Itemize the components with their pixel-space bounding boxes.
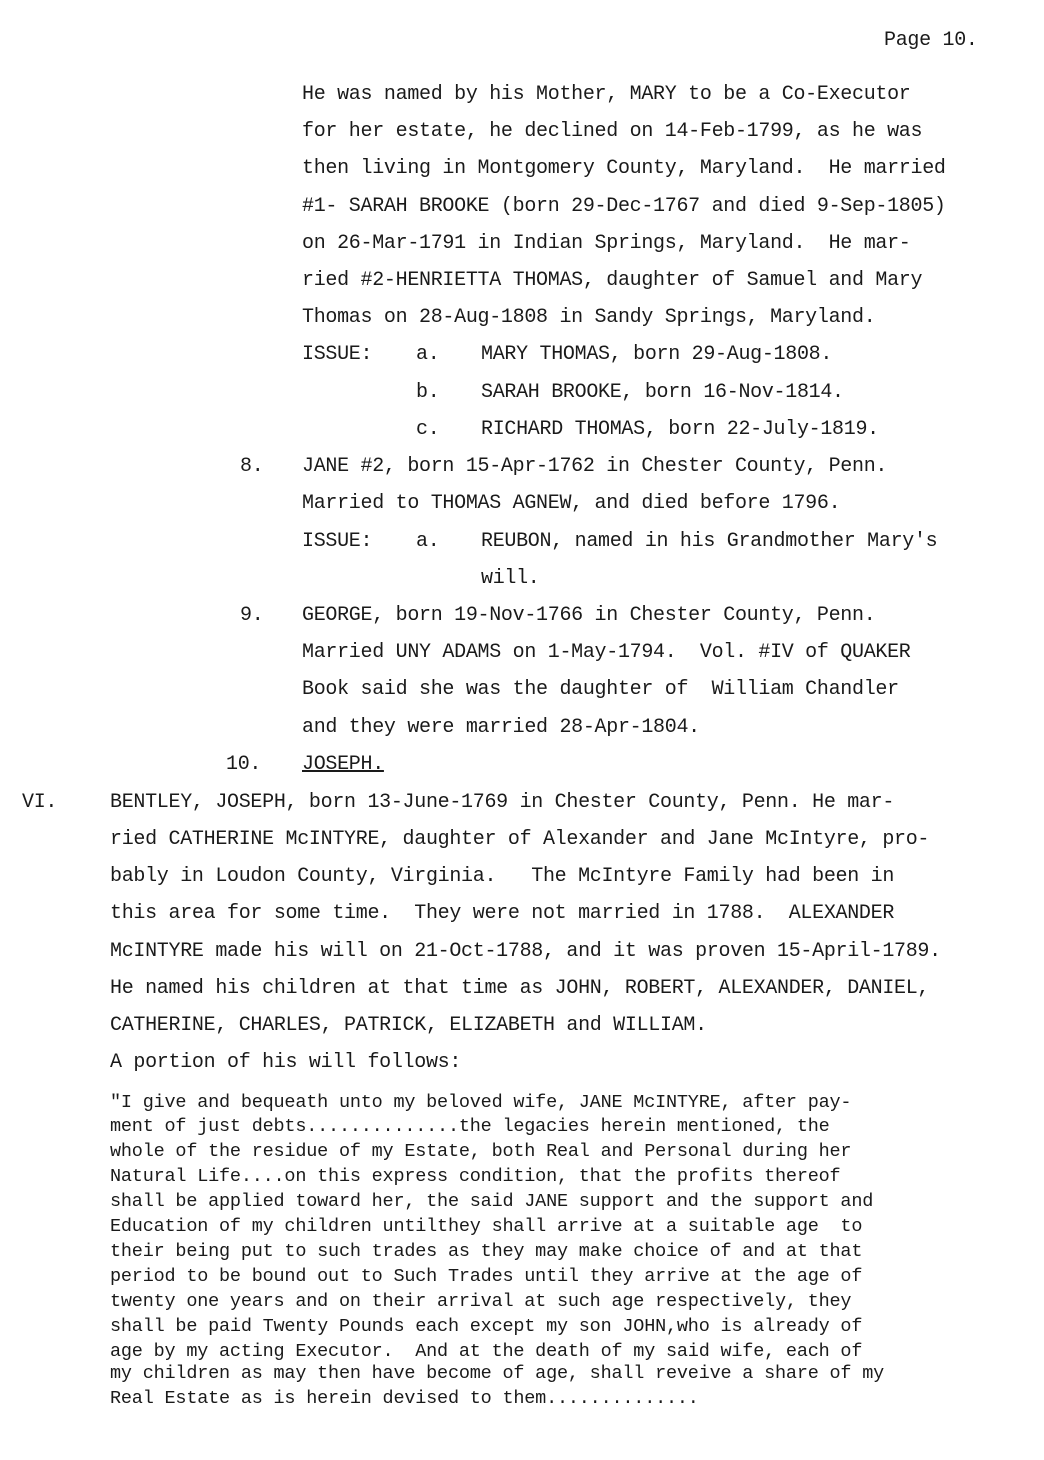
issue-letter: b.	[416, 381, 440, 404]
text-line: He was named by his Mother, MARY to be a Co-Executor	[302, 83, 911, 106]
issue-label: ISSUE:	[302, 343, 373, 366]
quote-line: period to be bound out to Such Trades until they arrive at the age of	[110, 1266, 863, 1287]
quote-line: Real Estate as is herein devised to them..............	[110, 1388, 699, 1409]
text-line: Thomas on 28-Aug-1808 in Sandy Springs, Maryland.	[302, 306, 876, 329]
quote-line: shall be applied toward her, the said JANE support and the support and	[110, 1191, 874, 1212]
issue-text: will.	[481, 567, 540, 590]
issue-text: MARY THOMAS, born 29-Aug-1808.	[481, 343, 833, 366]
item-name: JOSEPH.	[302, 753, 384, 776]
issue-letter: a.	[416, 343, 440, 366]
issue-text: RICHARD THOMAS, born 22-July-1819.	[481, 418, 879, 441]
issue-letter: c.	[416, 418, 440, 441]
text-line: #1- SARAH BROOKE (born 29-Dec-1767 and died 9-Sep-1805)	[302, 195, 946, 218]
quote-line: ment of just debts..............the legacies herein mentioned, the	[110, 1116, 830, 1137]
text-line: CATHERINE, CHARLES, PATRICK, ELIZABETH and WILLIAM.	[110, 1014, 707, 1037]
quote-line: their being put to such trades as they may make choice of and at that	[110, 1241, 863, 1262]
text-line: then living in Montgomery County, Maryland. He married	[302, 157, 946, 180]
text-line: JANE #2, born 15-Apr-1762 in Chester County, Penn.	[302, 455, 888, 478]
item-number: 9.	[240, 604, 264, 627]
section-numeral: VI.	[22, 791, 58, 814]
text-line: ried #2-HENRIETTA THOMAS, daughter of Samuel and Mary	[302, 269, 923, 292]
text-line: for her estate, he declined on 14-Feb-1799, as he was	[302, 120, 923, 143]
text-line: He named his children at that time as JOHN, ROBERT, ALEXANDER, DANIEL,	[110, 977, 930, 1000]
quote-line: my children as may then have become of age, shall reveive a share of my	[110, 1363, 885, 1384]
text-line: Married to THOMAS AGNEW, and died before 1796.	[302, 492, 841, 515]
issue-text: REUBON, named in his Grandmother Mary's	[481, 530, 938, 553]
text-line: Married UNY ADAMS on 1-May-1794. Vol. #IV of QUAKER	[302, 641, 911, 664]
text-line: A portion of his will follows:	[110, 1051, 462, 1074]
quote-line: whole of the residue of my Estate, both Real and Personal during her	[110, 1141, 852, 1162]
text-line: GEORGE, born 19-Nov-1766 in Chester County, Penn.	[302, 604, 876, 627]
quote-line: twenty one years and on their arrival at such age respectively, they	[110, 1291, 852, 1312]
item-number: 8.	[240, 455, 264, 478]
text-line: on 26-Mar-1791 in Indian Springs, Maryland. He mar-	[302, 232, 911, 255]
quote-line: Natural Life....on this express condition, that the profits thereof	[110, 1166, 841, 1187]
quote-line: Education of my children untilthey shall arrive at a suitable age to	[110, 1216, 863, 1237]
quote-line: age by my acting Executor. And at the death of my said wife, each of	[110, 1341, 863, 1362]
text-line: Book said she was the daughter of William Chandler	[302, 678, 899, 701]
quote-line: "I give and bequeath unto my beloved wife, JANE McINTYRE, after pay-	[110, 1092, 852, 1113]
issue-letter: a.	[416, 530, 440, 553]
issue-text: SARAH BROOKE, born 16-Nov-1814.	[481, 381, 844, 404]
text-line: this area for some time. They were not married in 1788. ALEXANDER	[110, 902, 895, 925]
text-line: bably in Loudon County, Virginia. The McIntyre Family had been in	[110, 865, 895, 888]
text-line: McINTYRE made his will on 21-Oct-1788, and it was proven 15-April-1789.	[110, 940, 941, 963]
page-number: Page 10.	[884, 29, 978, 52]
quote-line: shall be paid Twenty Pounds each except my son JOHN,who is already of	[110, 1316, 863, 1337]
text-line: ried CATHERINE McINTYRE, daughter of Alexander and Jane McIntyre, pro-	[110, 828, 930, 851]
issue-label: ISSUE:	[302, 530, 373, 553]
item-number: 10.	[226, 753, 262, 776]
text-line: BENTLEY, JOSEPH, born 13-June-1769 in Chester County, Penn. He mar-	[110, 791, 895, 814]
text-line: and they were married 28-Apr-1804.	[302, 716, 700, 739]
